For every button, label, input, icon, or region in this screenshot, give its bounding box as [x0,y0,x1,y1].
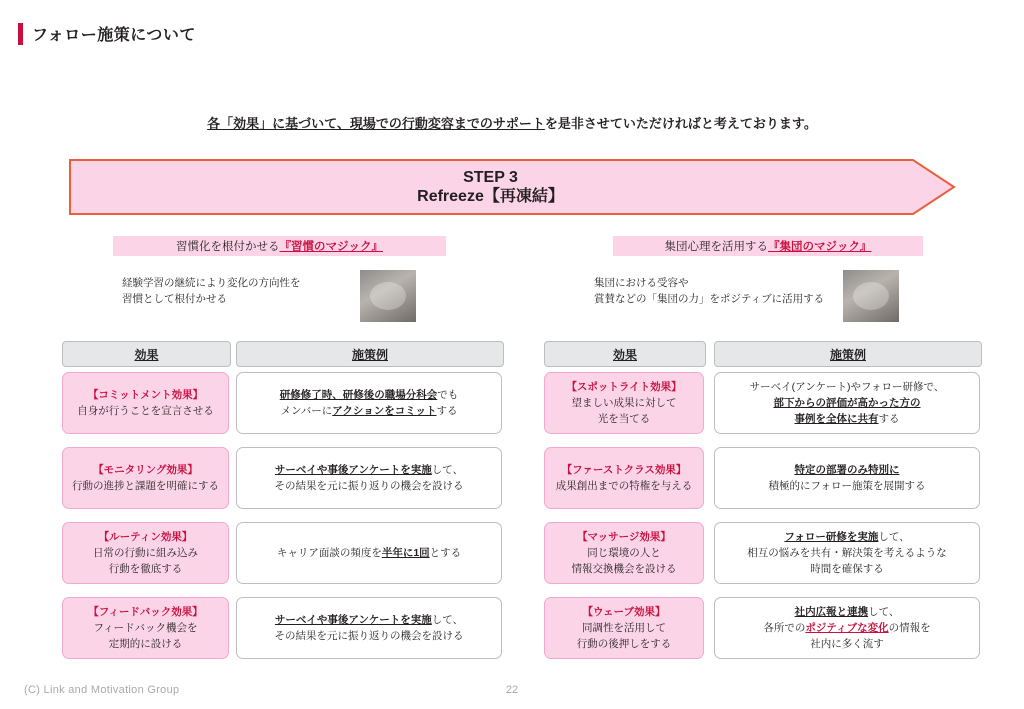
column-header-measure-right [714,341,982,367]
measure-line-3-rest: する [878,413,900,425]
measure-line-2-rest: の情報を [888,622,931,634]
lead-underlined: 各「効果」に基づいて、現場での行動変容までのサポート [207,116,545,131]
title-accent-bar [18,23,23,45]
column-header-effect-left-label: 効果 [134,347,159,362]
effect-title: 【コミットメント効果】 [87,389,204,401]
table-row [544,522,704,584]
measure-line-2: その結果を元に振り返りの機会を設ける [274,630,464,642]
column-header-effect-right-label: 効果 [612,347,637,362]
measure-line-3-underline: 事例を全体に共有 [794,413,879,425]
measure-line-1 [280,387,459,403]
step-line-2: Refreeze【再凍結】 [417,188,564,205]
footer-page-number: 22 [505,684,519,696]
magic-desc-habit-line2: 習慣として根付かせる [122,293,227,305]
title-text: フォロー施策について [32,27,196,44]
table-row [544,372,704,434]
magic-desc-group [594,275,844,307]
measure-line-1-underline: 研修修了時、研修後の職場分科会 [279,389,438,401]
measure-line-2-underline: アクションをコミット [332,405,437,417]
measure-line-1-underline: 半年に1回 [381,547,430,559]
effect-body-line-2: 定期的に設ける [108,638,183,650]
table-row [62,522,229,584]
magic-desc-group-line2: 賞賛などの「集団の力」をポジティブに活用する [594,293,825,305]
measure-line-1: 特定の部署のみ特別に [794,464,900,476]
table-row [236,447,502,509]
measure-line-2-pre: メンバーに [280,405,333,417]
effect-body-line-2: 光を当てる [597,413,651,425]
lead-sentence [0,113,1024,132]
measure-line-1-pre: キャリア面談の頻度を [276,547,382,559]
table-row [62,372,229,434]
table-row [714,522,980,584]
measure-line-1 [275,462,463,478]
effect-title: 【ファーストクラス効果】 [561,464,687,476]
measure-line-2 [763,620,930,636]
effect-body: 成果創出までの特権を与える [555,480,693,492]
effect-body-line-1: フィードバック機会を [93,622,198,634]
step-line-1: STEP 3 [463,169,518,186]
column-header-measure-left [236,341,504,367]
table-row [544,597,704,659]
measure-line-1-rest: とする [429,547,462,559]
table-row [236,522,502,584]
effect-body-line-1: 同じ環境の人と [587,547,661,559]
measure-line-2: その結果を元に振り返りの機会を設ける [274,480,464,492]
column-header-effect-right [544,341,706,367]
magic-header-habit [113,236,446,256]
effect-title: 【マッサージ効果】 [577,531,671,543]
measure-line-2-rest: する [436,405,458,417]
magic-header-group [613,236,923,256]
photo-highlight [370,282,406,310]
effect-body: 自身が行うことを宣言させる [77,405,214,417]
magic-header-habit-prefix: 習慣化を根付かせる [176,241,280,253]
effect-body-line-2: 行動を徹底する [108,563,183,575]
lead-rest: を是非させていただければと考えております。 [544,116,817,131]
measure-line-1-underline: フォロー研修を実施 [784,531,879,543]
table-row [236,372,502,434]
table-row [62,447,229,509]
step-banner [68,158,956,216]
hands-stack-photo [843,270,899,322]
effect-title: 【ルーティン効果】 [98,531,193,543]
measure-line-1-underline: サーベイや事後アンケートを実施 [274,464,432,476]
measure-line-3 [795,411,900,427]
measure-line-2: 部下からの評価が高かった方の [773,397,921,409]
measure-line-1 [275,612,463,628]
measure-line-3: 社内に多く流す [810,638,884,650]
measure-line-1-rest: でも [437,389,459,401]
measure-line-1-rest: して、 [431,464,464,476]
effect-title: 【スポットライト効果】 [566,381,682,393]
measure-line-1 [784,529,909,545]
effect-body-line-1: 望ましい成果に対して [571,397,677,409]
magic-desc-habit [122,275,352,307]
effect-title: 【フィードバック効果】 [88,606,203,618]
effect-body-line-1: 同調性を活用して [582,622,666,634]
step-banner-label [68,168,913,206]
table-row [544,447,704,509]
effect-title: 【モニタリング効果】 [93,464,198,476]
table-row [714,372,980,434]
measure-line-2-pre: 各所での [763,622,806,634]
measure-line-2-highlight: ポジティブな変化 [805,622,889,634]
footer-copyright: (C) Link and Motivation Group [24,684,180,696]
measure-line-1-rest: して、 [878,531,910,543]
measure-line-1: サーベイ(アンケート)やフォロー研修で、 [749,381,945,393]
magic-header-group-prefix: 集団心理を活用する [664,241,768,253]
column-header-measure-right-label: 施策例 [829,347,866,362]
effect-body-line-2: 情報交換機会を設ける [571,563,677,575]
effect-title: 【ウェーブ効果】 [582,606,666,618]
magic-header-habit-strong: 『習慣のマジック』 [279,241,383,253]
table-row [62,597,229,659]
measure-line-1-rest: して、 [868,606,900,618]
measure-line-1-underline: 社内広報と連携 [794,606,869,618]
effect-body-line-2: 行動の後押しをする [576,638,672,650]
measure-line-2: 相互の悩みを共有・解決策を考えるような [747,547,947,559]
measure-line-1-rest: して、 [431,614,464,626]
effect-body: 行動の進捗と課題を明確にする [72,480,219,492]
column-header-effect-left [62,341,231,367]
photo-highlight [853,282,889,310]
hands-photo [360,270,416,322]
measure-line-1-underline: サーベイや事後アンケートを実施 [274,614,432,626]
magic-header-group-strong: 『集団のマジック』 [768,241,872,253]
column-header-measure-left-label: 施策例 [351,347,388,362]
measure-line-2: 積極的にフォロー施策を展開する [768,480,926,492]
measure-line-1 [795,604,900,620]
measure-line-3: 時間を確保する [810,563,884,575]
effect-body-line-1: 日常の行動に組み込み [93,547,198,559]
magic-desc-habit-line1: 経験学習の継続により変化の方向性を [122,277,301,289]
table-row [714,597,980,659]
table-row [236,597,502,659]
magic-desc-group-line1: 集団における受容や [594,277,689,289]
measure-line-1 [277,545,461,561]
table-row [714,447,980,509]
measure-line-2 [280,403,457,419]
page-title [18,22,196,45]
